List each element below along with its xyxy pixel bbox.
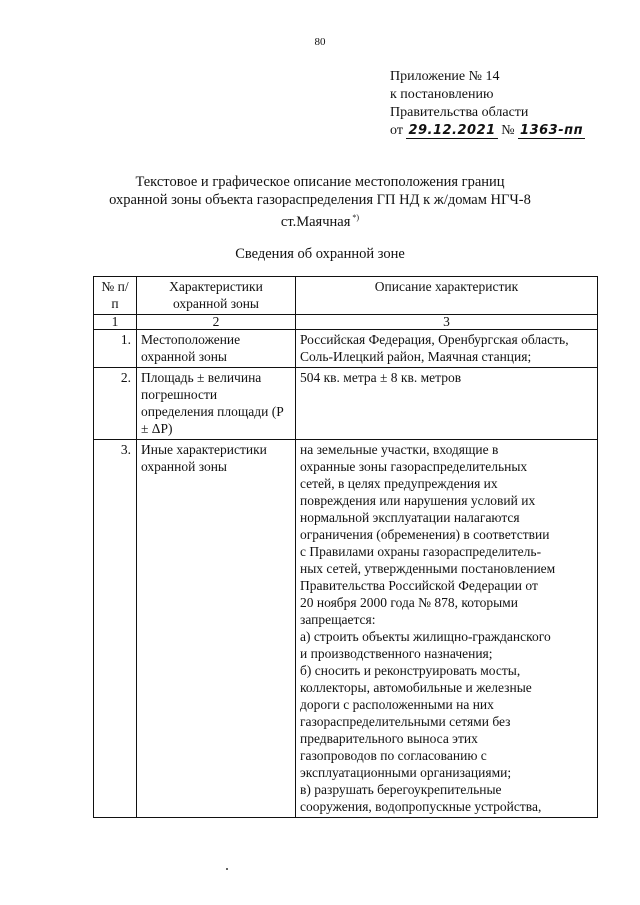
footnote-mark: *) xyxy=(352,213,360,222)
row-number: 3. xyxy=(94,440,137,818)
row-characteristic: Площадь ± величина погрешности определения площади (Р ± ΔР) xyxy=(137,368,296,440)
column-number-3: 3 xyxy=(296,315,598,330)
row-number: 1. xyxy=(94,330,137,368)
row-characteristic: Иные характеристики охранной зоны xyxy=(137,440,296,818)
row-description: на земельные участки, входящие в охранные зоны газораспределительных сетей, в целях предупреждения их повреждения или нарушения условий их нормальной эксплуатации налагаются ограничения (обременения) в соответствии с Правилами охраны газораспределитель- ных сетей, утвержденными постановлением Правительства Российской Федерации от 20 ноября 2000 года № 878, которыми запрещается: а) строить объекты жилищно-гражданского и производственного назначения; б) сносить и реконструировать мосты, коллекторы, автомобильные и железные дороги с расположенными на них газораспределительными сетями без предварительного выноса этих газопроводов по согласованию с эксплуатационными организациями; в) разрушать берегоукрепительные сооружения, водопропускные устройства, xyxy=(296,440,598,818)
title-line-3 xyxy=(100,209,540,231)
row-characteristic: Местоположение охранной зоны xyxy=(137,330,296,368)
scan-speck xyxy=(226,868,228,870)
handwritten-date: 29.12.2021 xyxy=(408,123,496,138)
column-number-1: 1 xyxy=(94,315,137,330)
row-description: 504 кв. метра ± 8 кв. метров xyxy=(296,368,598,440)
number-prefix: № xyxy=(501,123,515,138)
row-description: Российская Федерация, Оренбургская область, Соль-Илецкий район, Маячная станция; xyxy=(296,330,598,368)
header-number: № п/п xyxy=(94,277,137,315)
section-heading: Сведения об охранной зоне xyxy=(235,246,405,262)
table-row xyxy=(94,330,598,368)
appendix-date-line xyxy=(390,122,585,140)
appendix-line-1: Приложение № 14 xyxy=(390,69,500,84)
title-line-1: Текстовое и графическое описание местоположения границ xyxy=(135,174,505,190)
handwritten-number: 1363-пп xyxy=(520,123,584,138)
title-line-2: охранной зоны объекта газораспределения ГП НД к ж/домам НГЧ-8 xyxy=(109,192,531,208)
date-prefix: от xyxy=(390,123,403,138)
appendix-block xyxy=(390,68,585,140)
header-characteristic: Характеристики охранной зоны xyxy=(137,277,296,315)
table-row xyxy=(94,368,598,440)
protected-zone-table xyxy=(93,276,598,818)
page-number: 80 xyxy=(314,36,326,48)
table-header-row xyxy=(94,277,598,315)
appendix-line-2: к постановлению xyxy=(390,87,494,102)
row-number: 2. xyxy=(94,368,137,440)
title-station: ст.Маячная xyxy=(280,214,351,230)
table-row xyxy=(94,440,598,818)
appendix-line-3: Правительства области xyxy=(390,105,529,120)
header-description: Описание характеристик xyxy=(296,277,598,315)
document-title xyxy=(100,173,540,231)
column-number-row xyxy=(94,315,598,330)
column-number-2: 2 xyxy=(137,315,296,330)
